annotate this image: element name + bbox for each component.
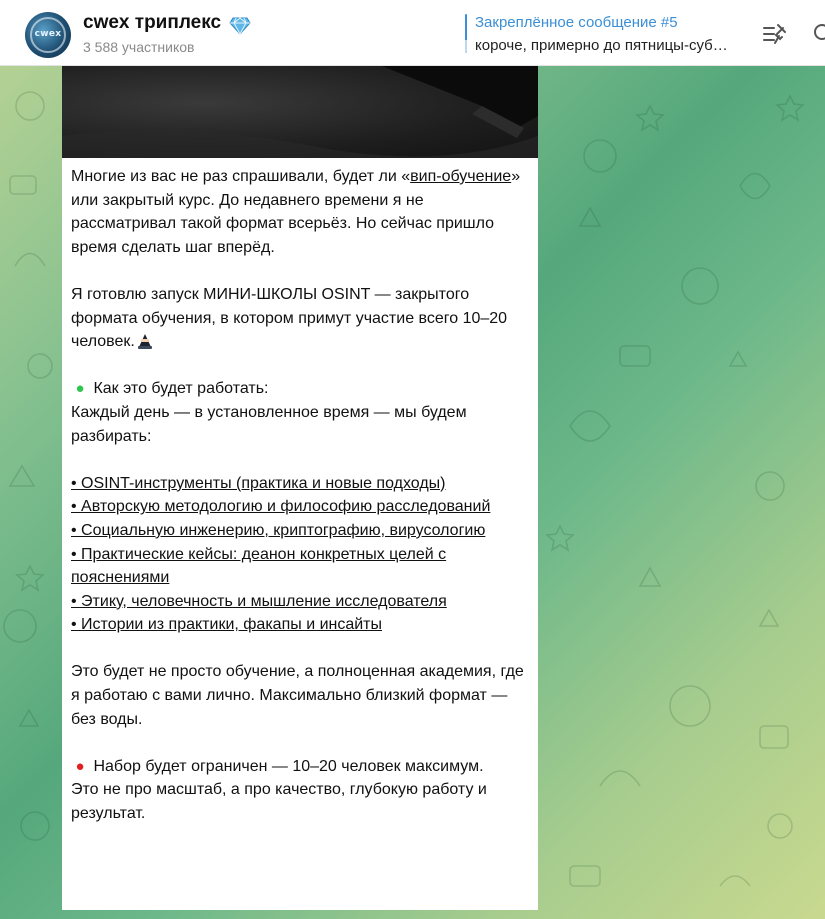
pinned-message-preview[interactable]: короче, примерно до пятницы-суб… — [475, 37, 728, 54]
green-dot-icon: ● — [75, 380, 85, 398]
pinned-message-title[interactable]: Закреплённое сообщение #5 — [475, 14, 678, 31]
topic-item: • OSINT-инструменты (практика и новые подходы) — [71, 474, 446, 492]
topic-item: • Истории из практики, факапы и инсайты — [71, 616, 383, 634]
post-image[interactable] — [62, 66, 538, 158]
red-dot-icon: ● — [75, 757, 85, 775]
academy-text: Это будет не просто обучение, а полноценная академия, где я работаю с вами лично. Максимально близкий формат — без воды. — [71, 663, 524, 728]
pinned-indicator-track — [465, 40, 467, 53]
avatar-logo-text: cwex — [34, 29, 62, 39]
vip-link[interactable]: вип-обучение — [410, 168, 512, 185]
topic-item: • Этику, человечность и мышление исследователя — [71, 592, 447, 610]
how-it-works-heading: ● Как это будет работать: — [71, 377, 531, 401]
how-it-works-text: Каждый день — в установленное время — мы будем разбирать: — [71, 403, 467, 445]
verified-diamond-icon — [229, 14, 251, 36]
chat-header — [0, 0, 825, 66]
quality-text: Это не про масштаб, а про качество, глубокую работу и результат. — [71, 781, 487, 823]
topic-item: • Авторскую методологию и философию расследований — [71, 498, 491, 516]
topic-item: • Социальную инженерию, криптографию, вирусологию — [71, 521, 486, 539]
search-icon[interactable] — [810, 22, 825, 44]
ninja-emoji-icon — [135, 331, 155, 349]
post-text — [71, 165, 531, 826]
channel-post — [62, 66, 538, 910]
member-count: 3 588 участников — [83, 39, 195, 55]
post-intro: Многие из вас не раз спрашивали, будет ли «вип-обучение» или закрытый курс. До недавнего времени я не рассматривал такой формат всерьёз. Но сейчас пришло время сделать шаг вперёд. — [71, 168, 521, 256]
channel-title[interactable]: cwex триплекс — [83, 12, 222, 33]
topic-item: • Практические кейсы: деанон конкретных целей с пояснениями — [71, 545, 447, 587]
pinned-list-icon[interactable] — [762, 22, 788, 46]
post-image-art — [62, 66, 538, 158]
channel-avatar[interactable] — [25, 12, 71, 58]
post-announcement: Я готовлю запуск МИНИ-ШКОЛЫ OSINT — закрытого формата обучения, в котором примут участие всего 10–20 человек. — [71, 285, 508, 351]
limit-text: ● Набор будет ограничен — 10–20 человек максимум. — [71, 755, 531, 779]
